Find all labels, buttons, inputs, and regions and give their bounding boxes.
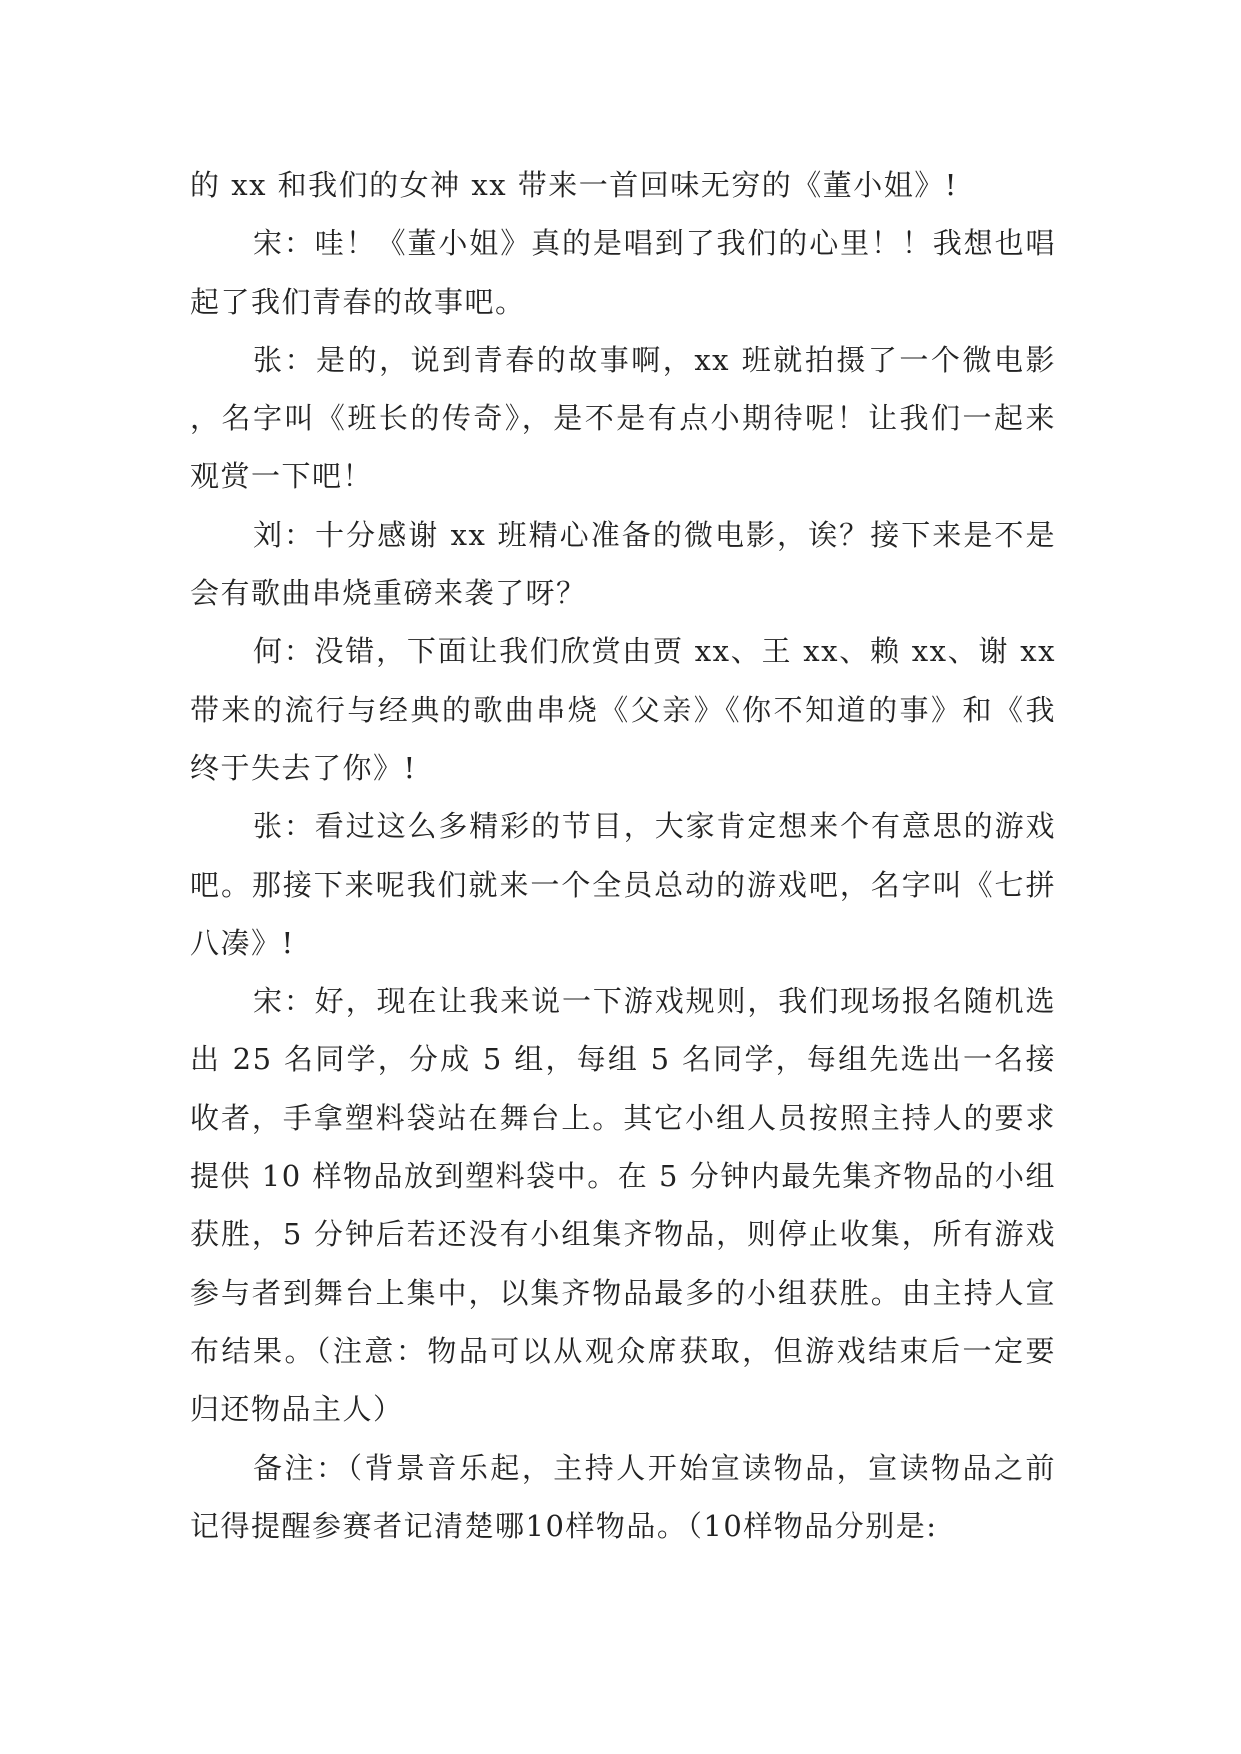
paragraph-3: 张：是的，说到青春的故事啊，xx 班就拍摄了一个微电影，名字叫《班长的传奇》，是不是有点小期待呢！让我们一起来观赏一下吧！ xyxy=(190,342,1056,494)
paragraph-5: 何：没错，下面让我们欣赏由贾 xx、王 xx、赖 xx、谢 xx 带来的流行与经典的歌曲串烧《父亲》《你不知道的事》和《我终于失去了你》! xyxy=(190,634,1056,785)
paragraph-2: 宋：哇！《董小姐》真的是唱到了我们的心里！！我想也唱起了我们青春的故事吧。 xyxy=(190,226,1056,319)
document-body xyxy=(190,156,1056,1555)
paragraph-8: 备注：（背景音乐起，主持人开始宣读物品，宣读物品之前记得提醒参赛者记清楚哪10样物品。（10样物品分别是: xyxy=(190,1450,1056,1543)
paragraph-4: 刘：十分感谢 xx 班精心准备的微电影，诶？接下来是不是会有歌曲串烧重磅来袭了呀？ xyxy=(190,517,1056,611)
paragraph-1: 的 xx 和我们的女神 xx 带来一首回味无穷的《董小姐》! xyxy=(190,168,958,202)
paragraph-6: 张：看过这么多精彩的节目，大家肯定想来个有意思的游戏吧。那接下来呢我们就来一个全员总动的游戏吧，名字叫《七拼八凑》! xyxy=(190,809,1056,960)
paragraph-7: 宋：好，现在让我来说一下游戏规则，我们现场报名随机选出 25 名同学，分成 5 组，每组 5 名同学，每组先选出一名接收者，手拿塑料袋站在舞台上。其它小组人员按照主持人的要求提供 10 样物品放到塑料袋中。在 5 分钟内最先集齐物品的小组获胜，5 分钟后若还没有小组集齐物品，则停止收集，所有游戏参与者到舞台上集中，以集齐物品最多的小组获胜。由主持人宣布结果。（注意：物品可以从观众席获取，但游戏结束后一定要归还物品主人） xyxy=(190,984,1056,1427)
